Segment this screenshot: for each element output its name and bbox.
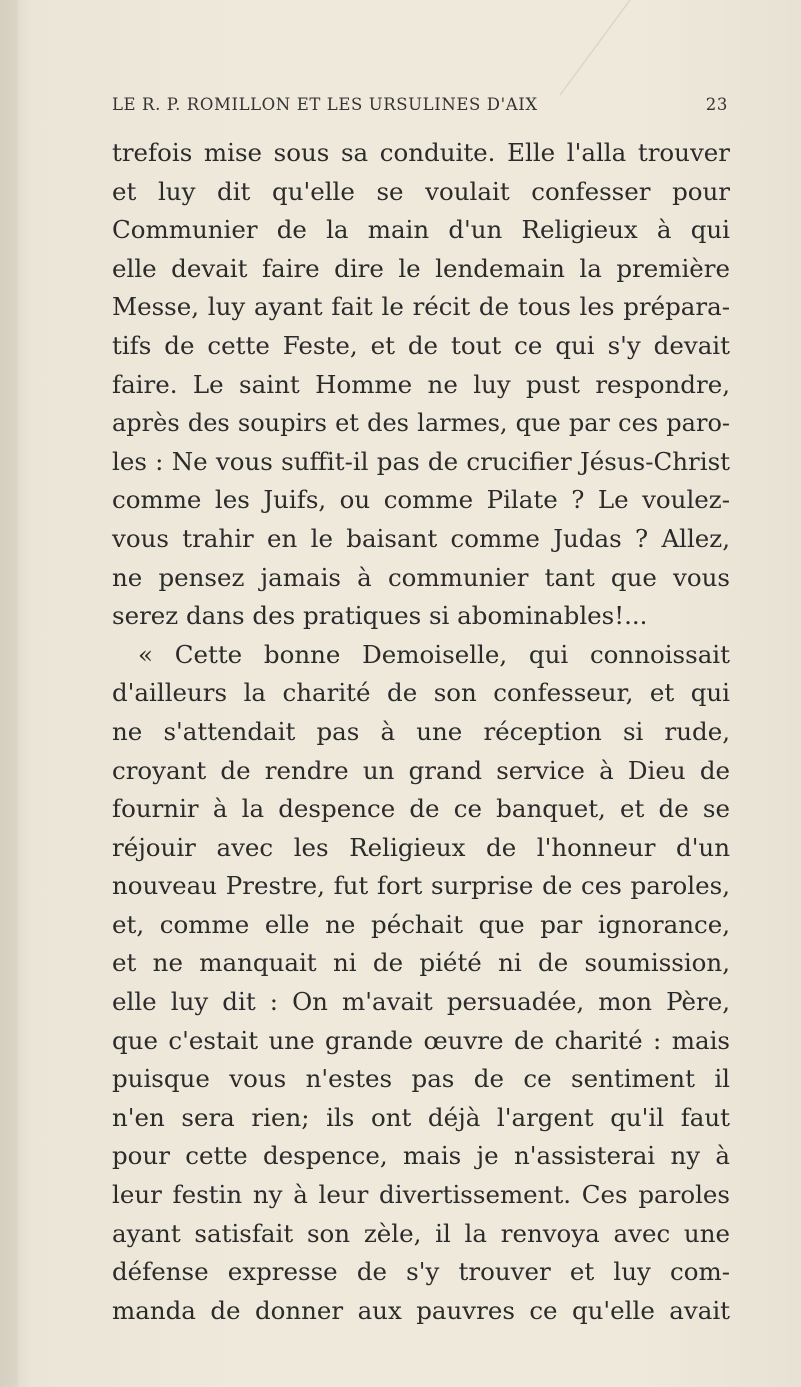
text-line: elle devait faire dire le lendemain la première [112,253,730,283]
text-line: après des soupirs et des larmes, que par ces paro- [112,409,730,438]
text-line: ne s'attendait pas à une réception si rude, [112,716,730,746]
text-line: et, comme elle ne péchait que par ignorance, [112,909,730,939]
text-line: manda de donner aux pauvres ce qu'elle avait [112,1295,730,1325]
text-line: Communier de la main d'un Religieux à qui [112,215,730,245]
text-line: fournir à la despence de ce banquet, et de se [112,794,730,824]
text-line: nouveau Prestre, fut fort surprise de ces paroles, [112,871,730,901]
text-line: Messe, luy ayant fait le récit de tous les prépara- [112,292,730,322]
running-header [112,95,728,125]
text-line: faire. Le saint Homme ne luy pust respondre, [112,369,730,399]
text-line: comme les Juifs, ou comme Pilate ? Le voulez- [112,485,730,515]
text-line: tifs de cette Feste, et de tout ce qui s'y devait [112,330,730,360]
text-line: défense expresse de s'y trouver et luy com- [112,1257,730,1287]
text-line: serez dans des pratiques si abominables!... [112,601,648,631]
text-line: croyant de rendre un grand service à Dieu de [112,755,730,785]
text-line: leur festin ny à leur divertissement. Ces paroles [112,1180,730,1210]
text-line: n'en sera rien; ils ont déjà l'argent qu'il faut [112,1102,730,1132]
text-line: et luy dit qu'elle se voulait confesser pour [112,176,730,206]
running-header-title: LE R. P. ROMILLON ET LES URSULINES D'AIX [112,95,538,114]
text-line: réjouir avec les Religieux de l'honneur d'un [112,832,730,862]
text-line: ayant satisfait son zèle, il la renvoya avec une [112,1218,730,1248]
text-line: d'ailleurs la charité de son confesseur, et qui [112,678,730,708]
text-line: et ne manquait ni de piété ni de soumission, [112,948,730,978]
body-text [112,134,730,1330]
text-line: vous trahir en le baisant comme Judas ? Allez, [112,523,730,553]
text-line: « Cette bonne Demoiselle, qui connoissait [138,639,730,669]
page-number: 23 [705,95,728,114]
text-line: elle luy dit : On m'avait persuadée, mon Père, [112,987,730,1017]
text-line: les : Ne vous suffit-il pas de crucifier Jésus-Christ [112,446,730,476]
text-line: que c'estait une grande œuvre de charité : mais [112,1025,730,1055]
text-line: trefois mise sous sa conduite. Elle l'alla trouver [112,138,730,167]
text-line: ne pensez jamais à communier tant que vous [112,562,730,592]
text-line: puisque vous n'estes pas de ce sentiment il [112,1064,730,1094]
text-line: pour cette despence, mais je n'assisterai ny à [112,1141,730,1171]
